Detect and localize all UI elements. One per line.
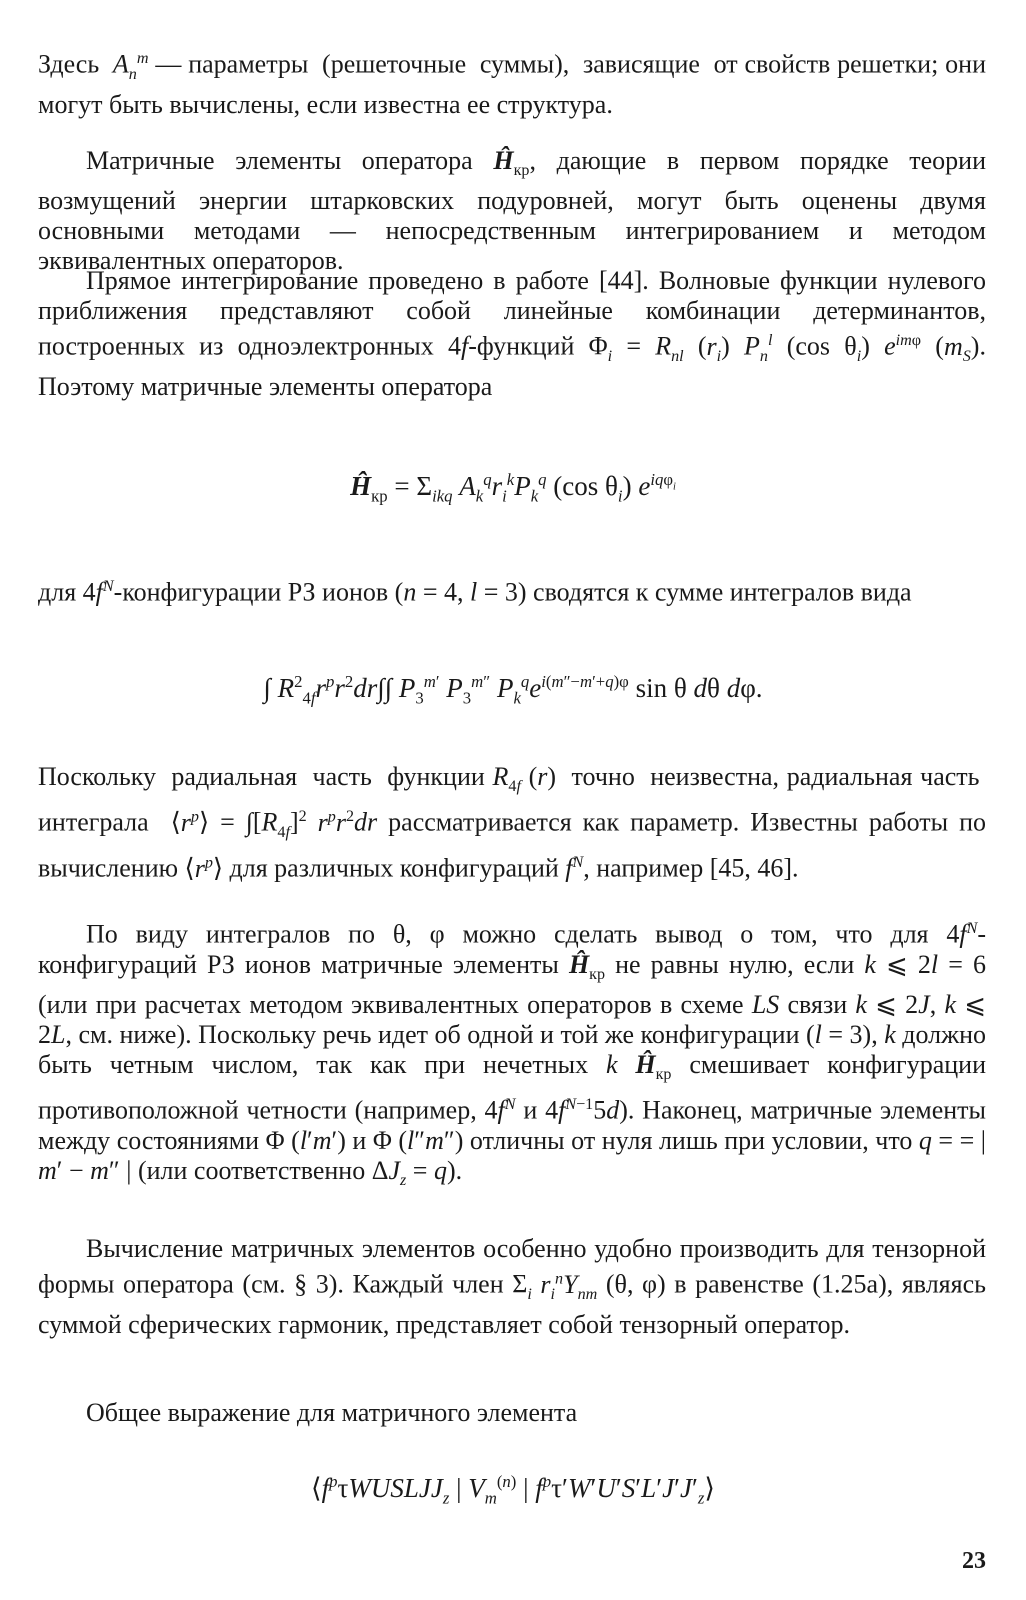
paragraph-integrals-theta-phi: По виду интегралов по θ, φ можно сделать вывод о том, что для $4f^N$-конфигураций РЗ ионов матричные элементы $Ĥ_{кр}$ не равны нулю, если k ⩽ 2l = 6 (или при расчетах методом эквивалентных операторов в схеме LS связи k ⩽ 2J, k ⩽ 2L, см. ниже). Поскольку речь идет об одной и той же конфигурации (l = 3), k должно быть четным числом, так как при нечетных k $Ĥ_{кр}$ смешивает конфигурации противоположной четности (например, $4f^N$ и $4f^{N-1}5d$). Наконец, матричные элементы между состояниями Φ (l′m′) и Φ (l″m″) отличны от нуля лишь при условии, что q = = | m′ − m″ | (или соответственно $\Delta J_z = q$). xyxy=(38,919,987,1189)
paragraph-tensor-form: Вычисление матричных элементов особенно удобно производить для тензорной формы оператора (см. § 3). Каждый член $\Sigma_i$ $r_i^nY_{nm}$ (θ, φ) в равенстве (1.25а), являясь суммой сферических гармоник, представляет собой тензорный оператор. xyxy=(38,1234,986,1339)
paragraph-configuration: для $4f^N$-конфигурации РЗ ионов (n = 4, l = 3) сводятся к сумме интегралов вида xyxy=(38,577,912,607)
equation-matrix-element: $⟨f^p\tau WUSLJJ_z$ | $V_m^{(n)}$ | $f^p\tau'W'U'S'L'J'J'_z⟩$ xyxy=(311,1472,715,1508)
paragraph-matrix-elements: Матричные элементы оператора $Ĥ_{кр}$, дающие в первом порядке теории возмущений энергии штарковских подуровней, могут быть оценены двумя основными методами — непосредственным интегрированием и методом эквивалентных операторов. xyxy=(38,146,987,276)
paragraph-direct-integration: Прямое интегрирование проведено в работе [44]. Волновые функции нулевого приближения представляют собой линейные комбинации детерминантов, построенных из одноэлектронных 4f-функций $\Phi_i = R_{nl}$ $(r_i)$ $P_n^l$ (cos $\theta_i$) $e^{im\varphi}$ $(m_S)$. Поэтому матричные элементы оператора xyxy=(38,266,986,401)
paragraph-general-expression: Общее выражение для матричного элемента xyxy=(86,1398,578,1427)
equation-integral: ∫ $R^2_{4f}r^pr^2dr\int\int$ $P_3^{m'}$ $P_3^{m''}$ $P_k^qe^{i(m''-m'+q)\varphi}$ sin θ dθ dφ. xyxy=(263,672,763,708)
page-number: 23 xyxy=(962,1548,986,1574)
equation-crystal-field-hamiltonian: $Ĥ_{кр} = \Sigma_{ikq}$ $A_k^qr_i^kP_k^q$ (cos $\theta_i$) $e^{iq\varphi_i}$ xyxy=(350,470,676,506)
paragraph-lattice-sums: Здесь $A_n^m$ — параметры (решеточные суммы), зависящие от свойств решетки; они могут быть вычислены, если известна ее структура. xyxy=(38,49,986,119)
paragraph-radial-part: Поскольку радиальная часть функции $R_{4f}$ (r) точно неизвестна, радиальная часть интеграла $⟨r^p⟩ = \int[R_{4f}]^2$ $r^pr^2dr$ рассматривается как параметр. Известны работы по вычислению $⟨r^p⟩$ для различных конфигураций $f^N$, например [45, 46]. xyxy=(38,762,986,883)
